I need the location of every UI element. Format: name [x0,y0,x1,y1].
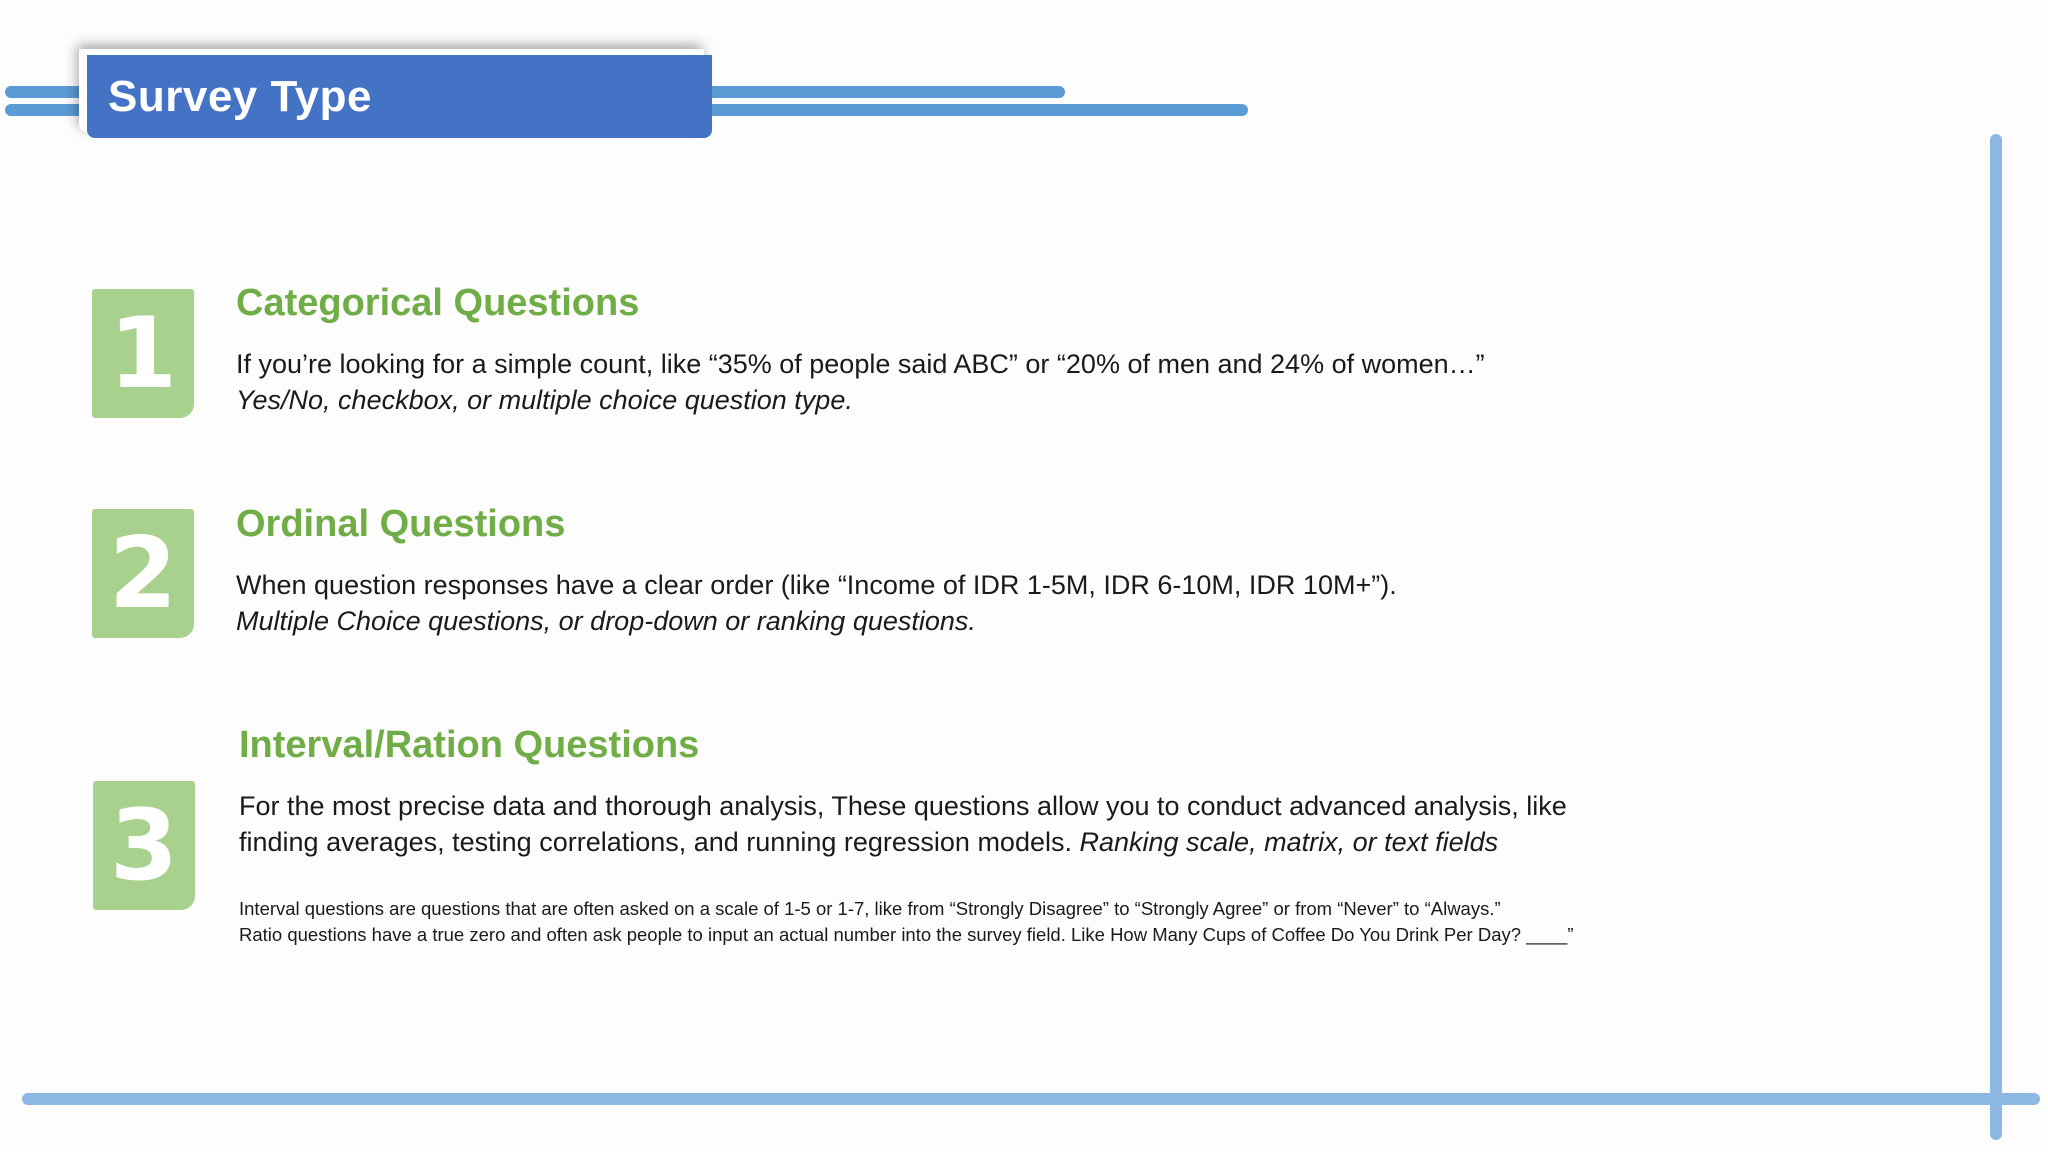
heading-interval-ratio: Interval/Ration Questions [239,724,700,766]
header-line-left-bottom [5,104,95,116]
header-line-right-bottom [700,104,1248,116]
description-line: finding averages, testing correlations, and running regression models. [239,827,1080,857]
number-badge-3: 3 [93,781,195,910]
description-line: If you’re looking for a simple count, like “35% of people said ABC” or “20% of men and 24% of women…” [236,349,1485,379]
question-type-text: Yes/No, checkbox, or multiple choice question type. [236,385,853,415]
frame-bottom-line [22,1093,2040,1105]
page-title: Survey Type [108,72,372,121]
frame-right-line [1990,134,2002,1140]
interval-note-line: Interval questions are questions that are often asked on a scale of 1-5 or 1-7, like from “Strongly Disagree” to “Strongly Agree” or from “Never” to “Always.” [239,898,1501,919]
description-ordinal [236,567,1397,639]
description-line: When question responses have a clear order (like “Income of IDR 1-5M, IDR 6-10M, IDR 10M+”). [236,570,1397,600]
heading-categorical: Categorical Questions [236,282,640,324]
number-badge-1: 1 [92,289,194,418]
question-type-text: Ranking scale, matrix, or text fields [1079,827,1499,857]
header-line-right-top [700,86,1065,98]
question-type-text: Multiple Choice questions, or drop-down or ranking questions. [236,606,976,636]
heading-ordinal: Ordinal Questions [236,503,566,545]
ratio-note-line: Ratio questions have a true zero and often ask people to input an actual number into the survey field. Like How Many Cups of Coffee Do You Drink Per Day? ____” [239,924,1574,945]
number-badge-2: 2 [92,509,194,638]
description-categorical [236,346,1485,418]
description-line: For the most precise data and thorough analysis, These questions allow you to conduct advanced analysis, like [239,791,1567,821]
description-interval-ratio [239,788,1567,860]
header-line-left-top [5,86,95,98]
interval-note [239,896,1574,948]
